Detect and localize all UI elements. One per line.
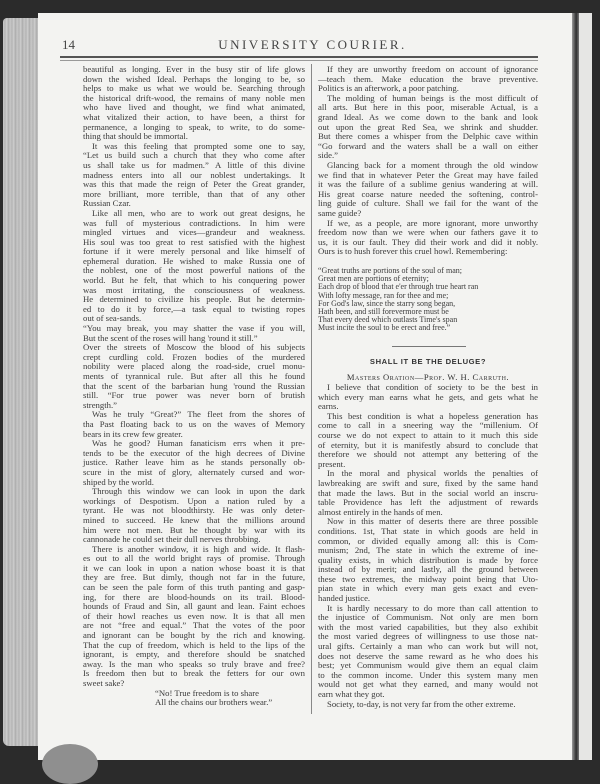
- text-line: world. But he felt, that which to his conquering power: [83, 275, 305, 286]
- paragraph: [83, 324, 305, 343]
- paragraph: [83, 487, 305, 545]
- text-line: can be seen the pale form of this truth panting and gasp-: [83, 582, 305, 593]
- paragraph: [83, 410, 305, 439]
- text-line: the most varied degrees of willingness to use those nat-: [318, 631, 538, 642]
- text-line: the historical drift-wood, the remains of many noble men: [83, 92, 305, 103]
- text-line: with the most varied capabilities, but they also exhibit: [318, 621, 538, 632]
- poem-line: Hath been, and still forevermore must be: [318, 307, 449, 317]
- text-line: All the chains our brothers wear.”: [155, 697, 273, 708]
- text-line: down the wished Ideal. Perhaps the longing to be, so: [83, 73, 305, 84]
- text-line: fortune if it were merely personal and like himself of: [83, 246, 305, 257]
- text-line: who have lived and thought, we find what animated,: [83, 102, 305, 113]
- text-line: still. “For true power was never born of brutish: [83, 390, 305, 401]
- text-line: conditions. 1st, That state in which goods are held in: [318, 525, 538, 536]
- text-line: was this that made the reign of Peter the Great grander,: [83, 179, 305, 190]
- text-line: we find that in whatever Peter the Great may have failed: [318, 169, 538, 180]
- poem-quote: [318, 267, 538, 333]
- text-line: But there comes a whisper from the Delphic cave within: [318, 131, 538, 142]
- text-line: thing that should be immortal.: [83, 131, 188, 142]
- text-line: “You may break, you may shatter the vase if you will,: [83, 323, 305, 334]
- text-line: Politics is an afterwork, a poor patching.: [318, 83, 459, 94]
- left-column: [83, 65, 305, 708]
- text-line: handed justice.: [318, 593, 371, 604]
- text-line: Glancing back for a moment through the old window: [327, 159, 538, 170]
- scanner-thumb: [42, 744, 98, 784]
- text-line: it we can look in upon a nation whose boast it is that: [83, 562, 305, 573]
- paragraph: [318, 94, 538, 161]
- text-line: mined to succeed. He knew that the millions around: [83, 514, 305, 525]
- text-line: There is another window, it is high and wide. It flash-: [92, 543, 305, 554]
- text-line: ing, for there are blood-hounds on its trail. Blood-: [83, 591, 305, 602]
- text-line: are not “free and equal.” That the votes of the poor: [83, 620, 305, 631]
- paragraph: [83, 142, 305, 209]
- paragraph: [83, 545, 305, 689]
- text-line: Was he good? Human fanaticism errs when it pre-: [92, 438, 305, 449]
- article-byline: Masters Oration—Prof. W. H. Carruth.: [346, 372, 510, 382]
- text-line: I believe that condition of society to be the best in: [327, 382, 538, 392]
- book-page-edges: [3, 18, 39, 746]
- paragraph: [83, 343, 305, 410]
- paragraph: [318, 469, 538, 517]
- poem-line: Must incite the soul to be erect and free.”: [318, 323, 451, 333]
- text-line: shiped by the world.: [83, 476, 154, 487]
- poem-line: “Great truths are portions of the soul of man;: [318, 266, 462, 275]
- text-line: and ignorant can be bought by the rich and knowing.: [83, 630, 305, 641]
- text-line: nobility were placed along the road-side, cruel monu-: [83, 361, 305, 372]
- text-line: Ours is to hush forever this cruel howl. Remembering:: [318, 246, 508, 257]
- text-line: workings of Despotism. Upon a nation ruled by a: [83, 495, 305, 506]
- right-column-top: [318, 65, 538, 257]
- right-column-article: [318, 383, 538, 709]
- text-line: it was the failure of a sublime genius wandering at will.: [318, 179, 538, 190]
- text-line: which every man earns what he gets, and gets what he: [318, 391, 538, 402]
- text-line: was full of mysterious contradictions. In him were: [83, 217, 305, 228]
- text-line: ural gifts. Certainly a man who can work but will not,: [318, 641, 538, 652]
- text-line: common, or divided equally among all: this is Com-: [318, 535, 538, 546]
- text-line: He determined to civilize his people. But he determin-: [83, 294, 305, 305]
- text-line: —teach them. Make education the brave preventive.: [318, 73, 538, 84]
- text-line: “No! True freedom is to share: [155, 687, 259, 698]
- column-divider: [311, 64, 312, 714]
- text-line: es out to all the world bright rays of promise. Through: [83, 553, 305, 564]
- text-line: to the common income. Under this system many men: [318, 669, 538, 680]
- poem-line: For God's law, since the starry song began,: [318, 298, 456, 308]
- text-line: bears in its crew few greater.: [83, 428, 183, 439]
- text-line: therefore we should not attempt any bettering of the: [318, 449, 538, 460]
- paragraph: [83, 439, 305, 487]
- text-line: helps to make us what we would be. Searching through: [83, 83, 305, 94]
- paragraph: [318, 517, 538, 603]
- text-line: us, it is our fault. They did their work and did it nobly.: [318, 236, 538, 247]
- text-line: lawbreaking are swift and sure, fixed by the same hand: [318, 477, 538, 488]
- text-line: what vitalized their action, to have been, a thirst for: [83, 111, 305, 122]
- paragraph: [318, 383, 538, 412]
- paragraph: [318, 65, 538, 94]
- header-rule: [60, 56, 538, 58]
- text-line: Was he truly “Great?” The fleet from the shores of: [92, 409, 305, 420]
- text-line: mingled virtues and vices—grandeur and weakness.: [83, 227, 305, 238]
- text-line: does not deserve the same reward as he who does his: [318, 650, 538, 661]
- text-line: strength.”: [83, 399, 118, 410]
- paragraph: [318, 412, 538, 470]
- paragraph: [318, 700, 538, 710]
- text-line: of eternity, but it is manifestly absurd to conclude that: [318, 439, 538, 450]
- text-line: ments of tyrannical rule. But after all this he found: [83, 371, 305, 381]
- text-line: But the scent of the roses will hang 'round it still.”: [83, 332, 258, 343]
- paragraph: [318, 604, 538, 700]
- text-line: away. Is the man who speaks so truly brave and free?: [83, 658, 305, 669]
- text-line: present.: [318, 458, 346, 469]
- text-line: freedom now than we were when our fathers gave it to: [318, 227, 538, 238]
- page-number: 14: [62, 37, 75, 52]
- text-line: the noblest, one of the most powerful nations of the: [83, 265, 305, 276]
- text-line: would not get what they earned, and many would not: [318, 679, 538, 690]
- text-line: beautiful as longing. Ever in the busy stir of life glows: [83, 64, 305, 74]
- text-line: that made the laws. But in the social world an inscru-: [318, 487, 538, 498]
- text-line: “Let us build such a church that they who come after: [83, 150, 305, 161]
- text-line: earn what they got.: [318, 689, 385, 699]
- text-line: Russian Czar.: [83, 198, 131, 209]
- text-line: This best condition is what a hopeless generation has: [327, 410, 538, 421]
- text-line: The molding of human beings is the most difficult of: [327, 92, 538, 103]
- text-line: ephemeral duration. He wished to make Russia one of: [83, 255, 305, 266]
- text-line: the injustice of Communism. Not only are men born: [318, 612, 538, 623]
- text-line: us shall take us for madmen.” A little of this divine: [83, 159, 305, 170]
- text-line: was most irritating, the consciousness of weakness.: [83, 284, 305, 295]
- paragraph: [318, 161, 538, 219]
- poem-line: Each drop of blood that e'er through true heart ran: [318, 282, 479, 292]
- poem-line: Great men are portions of eternity;: [318, 274, 429, 284]
- text-line: Now in this matter of deserts there are three possible: [327, 516, 538, 527]
- text-line: quality exists, in which distribution is made by force: [318, 554, 538, 565]
- paragraph: [83, 65, 305, 142]
- text-line: these two extremes, the midway point being that Uto-: [318, 573, 538, 584]
- section-rule: [392, 346, 466, 347]
- text-line: hounds of Fraud and Sin, all gaunt and lean. Faint echoes: [83, 601, 305, 612]
- text-line: almost entirely in the hands of men.: [318, 506, 443, 517]
- text-line: Through this window we can look in upon the dark: [92, 486, 305, 497]
- text-line: tends to be the executor of the high decrees of Divine: [83, 447, 305, 458]
- text-line: all arts. But here in this poor, miserable Actual, is a: [318, 102, 538, 113]
- text-line: him were not men. But he thought by war with its: [83, 524, 305, 535]
- paragraph: [318, 219, 538, 257]
- text-line: they are free. But dimly, though not far in the future,: [83, 572, 305, 583]
- text-line: Like all men, who are to work out great designs, he: [92, 207, 305, 218]
- text-line: out of sea-sands.: [83, 313, 142, 324]
- text-line: crept curdling cold. Frozen bodies of the murdered: [83, 351, 305, 362]
- header-rule-thin: [60, 60, 538, 61]
- masthead-title: UNIVERSITY COURIER.: [218, 37, 407, 52]
- text-line: tyrant. He was not bloodthirsty. He was only deter-: [83, 505, 305, 516]
- text-line: If they are unworthy freedom on account of ignorance: [327, 64, 538, 74]
- article-title: SHALL IT BE THE DELUGE?: [369, 357, 487, 366]
- text-line: pian state in which every man gets exact and even-: [318, 583, 538, 594]
- text-line: That the cup of freedom, which is held to the lips of the: [83, 639, 305, 650]
- text-line: earns.: [318, 401, 339, 412]
- text-line: best; yet Communism would give them an equal claim: [318, 660, 538, 671]
- text-line: grand Ideal. As we come down to the bank and look: [318, 111, 538, 122]
- text-line: It is hardly necessary to do more than call attention to: [327, 602, 538, 613]
- text-line: If we, as a people, are more ignorant, more unworthy: [327, 217, 538, 228]
- text-line: of their howl reaches us even now. It is that all men: [83, 610, 305, 621]
- paragraph: [83, 209, 305, 324]
- text-line: Society, to-day, is not very far from the other extreme.: [327, 698, 516, 709]
- text-line: munism; 2nd, The state in which the extreme of ine-: [318, 545, 538, 556]
- text-line: ling guide of culture. Shall we fail for the want of the: [318, 198, 538, 209]
- text-line: ed to do it by force,—a task equal to twisting ropes: [83, 303, 305, 314]
- text-line: Over the streets of Moscow the blood of his subjects: [83, 342, 305, 353]
- text-line: out upon the great Red Sea, we shrink and shudder.: [318, 121, 538, 132]
- text-line: madness enters into all our noblest undertakings. It: [83, 169, 305, 180]
- text-line: more brilliant, more terrible, than that of any other: [83, 188, 305, 199]
- text-line: same guide?: [318, 207, 362, 218]
- text-line: It was this feeling that prompted some one to say,: [92, 140, 305, 151]
- verse-quote: [83, 689, 305, 708]
- text-line: In the moral and physical worlds the penalties of: [327, 468, 538, 479]
- text-line: ignorant, is empty, and therefore should be snatched: [83, 649, 305, 660]
- text-line: side.”: [318, 150, 339, 161]
- text-line: Is freedom then but to break the fetters for our own: [83, 668, 305, 679]
- text-line: justice. Rather leave him as he stands personally ob-: [83, 457, 305, 468]
- text-line: tha Past floating back to us on the waves of Memory: [83, 418, 305, 429]
- text-line: instead of by merit; and lastly, all the ground between: [318, 564, 538, 575]
- text-line: course we do not expect to attain to it much this side: [318, 429, 538, 440]
- text-line: come to call in a sneering way the “millenium. Of: [318, 420, 538, 431]
- poem-line: With lofty message, ran for thee and me;: [318, 290, 449, 300]
- text-line: “Go forward and the waters shall be a wall on either: [318, 140, 538, 151]
- poem-line: That every deed which outlasts Time's span: [318, 315, 458, 325]
- text-line: His soul was too great to rest satisfied with the highest: [83, 236, 305, 247]
- text-line: permanence, a longing to speak, to write, to do some-: [83, 121, 305, 132]
- text-line: that the scent of the barbarian hung 'round the Russian: [83, 380, 305, 391]
- book-gutter-fold: [572, 13, 579, 760]
- text-line: His great coarse nature needed the softening, control-: [318, 188, 538, 199]
- text-line: table Providence has left the adjustment of rewards: [318, 497, 538, 508]
- text-line: sweet sake?: [83, 678, 125, 688]
- facing-page-edge: [579, 13, 592, 760]
- text-line: cannonade he could set their dull nerves throbbing.: [83, 534, 261, 545]
- text-line: scure in the mist of glory, alternately cursed and wor-: [83, 466, 305, 477]
